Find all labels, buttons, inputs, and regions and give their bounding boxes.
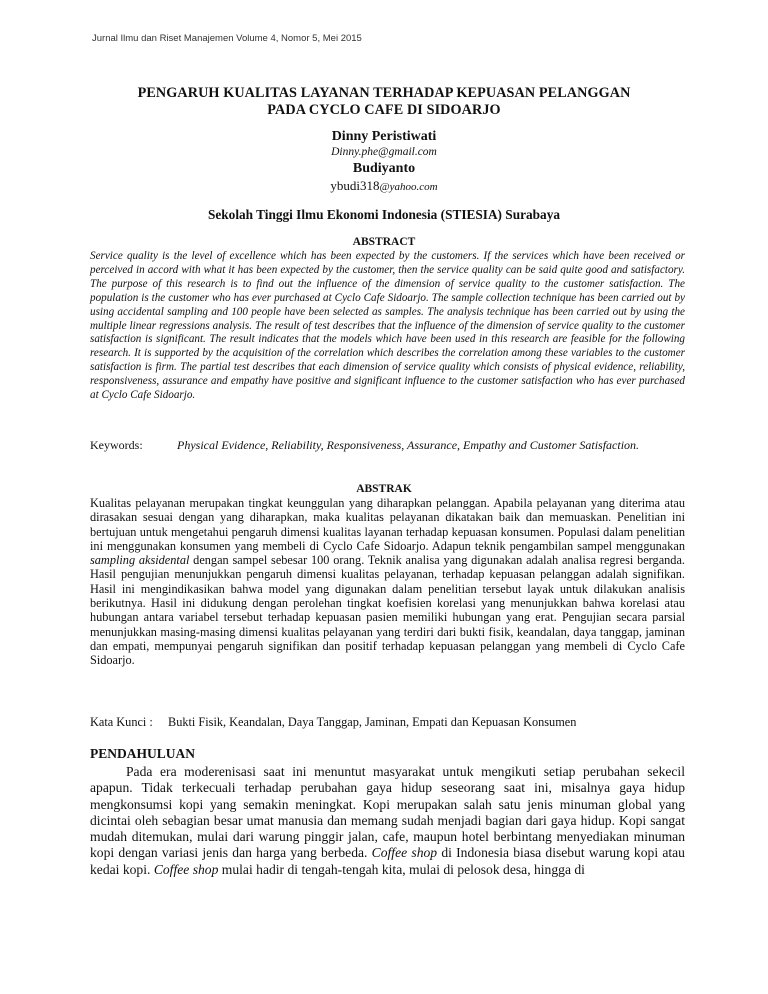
paper-title (80, 85, 688, 119)
section-heading-pendahuluan: PENDAHULUAN (90, 746, 196, 761)
paper-title-line-1: PENGARUH KUALITAS LAYANAN TERHADAP KEPUASAN PELANGGAN (137, 85, 631, 101)
intro-text-part-1: Pada era moderenisasi saat ini menuntut masyarakat untuk mengikuti setiap perubahan sekecil apapun. Tidak terkecuali terhadap perubahan gaya hidup seseorang saat ini, misalnya gaya hidup mengkonsumsi kopi yang semakin meningkat. Kopi merupakan salah satu jenis minuman global yang dicintai oleh sebagian besar umat manusia dan memang sudah menjadi bagian dari gaya hidup. Kopi sangat mudah ditemukan, mulai dari warung pinggir jalan, cafe, maupun hotel berbintang menyediakan minuman kopi dengan variasi jenis dan harga yang berbeda. (90, 764, 685, 861)
author-email-1[interactable]: Dinny.phe@gmail.com (331, 146, 437, 158)
abstrak-heading: ABSTRAK (356, 483, 412, 495)
introduction-paragraph (90, 764, 685, 878)
abstract-heading: ABSTRACT (352, 236, 416, 248)
keywords-label: Keywords: (90, 438, 143, 452)
abstrak-text (90, 496, 685, 668)
kata-kunci-text: Bukti Fisik, Keandalan, Daya Tanggap, Jaminan, Empati dan Kepuasan Konsumen (168, 715, 577, 729)
author-block (80, 128, 688, 196)
author-name-1: Dinny Peristiwati (331, 129, 437, 144)
intro-text-part-3: mulai hadir di tengah-tengah kita, mulai di pelosok desa, hingga di (218, 861, 585, 877)
abstrak-text-italic-term: sampling aksidental (90, 553, 190, 568)
kata-kunci-block (90, 715, 690, 730)
author-name-2: Budiyanto (352, 161, 416, 176)
abstract-text: Service quality is the level of excellence which has been expected by the customers. If the services which have been received or perceived in accord with what it has been expected by the customer, then the service quality can be said quite good and satisfactory. The purpose of this research is to find out the influence of the dimension of service quality to the customer satisfaction. The population is the customer who has ever purchased at Cyclo Cafe Sidoarjo. The sample collection technique has been carried out by using accidental sampling and 100 people have been selected as samples. The analysis technique has been carried out by using the multiple linear regressions analysis. The result of test describes that the influence of the dimension of service quality to the customer satisfaction is significant. The result indicates that the models which have been used in this research are feasible for the following research. It is supported by the acquisition of the correlation which describes the correlation among these variables to the customer satisfaction is firm. The partial test describes that each dimension of service quality which consists of physical evidence, reliability, responsiveness, assurance and empathy have positive and significant influence to the customer satisfaction who has ever purchased at Cyclo Cafe Sidoarjo. (90, 250, 685, 402)
keywords-block (90, 438, 685, 452)
affiliation: Sekolah Tinggi Ilmu Ekonomi Indonesia (STIESIA) Surabaya (207, 207, 560, 222)
journal-running-header: Jurnal Ilmu dan Riset Manajemen Volume 4, Nomor 5, Mei 2015 (92, 33, 362, 44)
abstrak-text-part-2: dengan sampel sebesar 100 orang. Teknik analisa yang digunakan adalah analisa regresi berganda. Hasil pengujian menunjukkan pengaruh dimensi kualitas pelayanan, terhadap kepuasan pelanggan adalah signifikan. Hasil ini mengindikasikan bahwa model yang digunakan dalam penelitian tersebut layak untuk dilakukan analisis berikutnya. Hasil ini didukung dengan perolehan tingkat koefisien korelasi yang menunjukkan bahwa korelasi atau hubungan antara variabel tersebut terhadap kepuasan pasien memiliki hubungan yang erat. Pengujian secara parsial menunjukkan masing-masing dimensi kualitas pelayanan yang terdiri dari bukti fisik, keandalan, daya tanggap, jaminan dan empati, mempunyai pengaruh signifikan dan positif terhadap kepuasan pelanggan yang membeli di Cyclo Cafe Sidoarjo. (90, 553, 685, 668)
abstrak-text-part-1: Kualitas pelayanan merupakan tingkat keunggulan yang diharapkan pelanggan. Apabila pelayanan yang diterima atau dirasakan sesuai dengan yang diharapkan, maka kualitas pelayanan dikatakan baik dan memuaskan. Penelitian ini bertujuan untuk mengetahui pengaruh dimensi kualitas layanan terhadap kepuasan konsumen. Populasi dalam penelitian ini menggunakan konsumen yang membeli di Cyclo Cafe Sidoarjo. Adapun teknik pengambilan sampel menggunakan (90, 496, 685, 553)
keywords-text: Physical Evidence, Reliability, Responsiveness, Assurance, Empathy and Customer Satisfaction. (177, 438, 640, 452)
author-email-2-user: ybudi318 (330, 178, 380, 193)
intro-italic-coffee-shop-2: Coffee shop (153, 861, 219, 877)
kata-kunci-label: Kata Kunci : (90, 715, 153, 729)
author-email-2[interactable] (80, 177, 688, 196)
author-email-2-domain: @yahoo.com (379, 181, 438, 193)
intro-text-part-2: di Indonesia biasa disebut warung kopi atau kedai kopi. (90, 845, 685, 877)
paper-title-line-2: PADA CYCLO CAFE DI SIDOARJO (267, 102, 501, 118)
intro-italic-coffee-shop-1: Coffee shop (371, 845, 438, 861)
